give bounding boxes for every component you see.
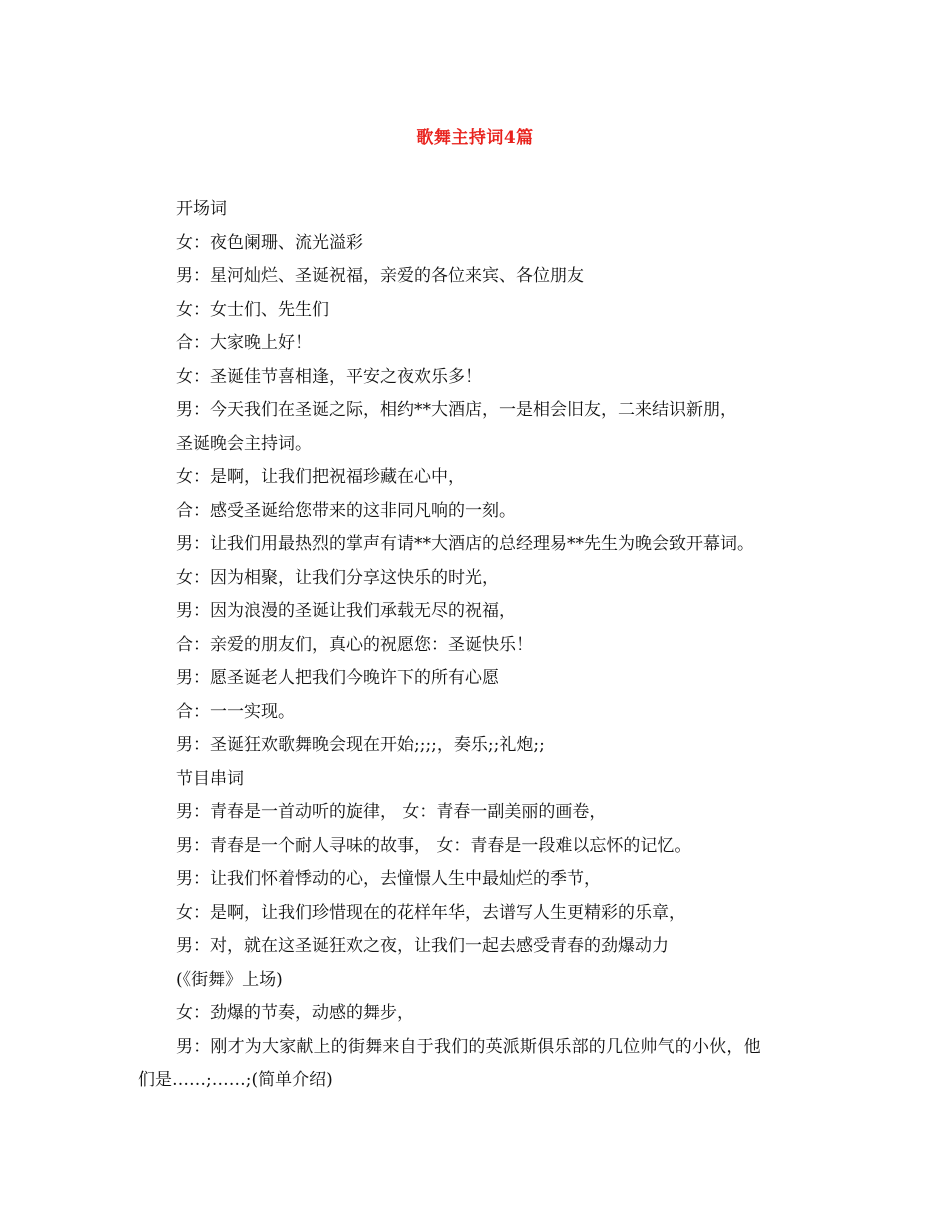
text-line: 男：让我们怀着悸动的心，去憧憬人生中最灿烂的季节， — [176, 869, 601, 889]
text-line: 合：感受圣诞给您带来的这非同凡响的一刻。 — [176, 500, 516, 521]
text-line: 女：因为相聚，让我们分享这快乐的时光， — [176, 567, 499, 588]
text-line: 女：圣诞佳节喜相逢，平安之夜欢乐多！ — [176, 366, 482, 387]
text-line: (《街舞》上场) — [176, 969, 283, 990]
text-line: 女：夜色阑珊、流光溢彩 — [176, 232, 363, 253]
text-line: 开场词 — [176, 199, 227, 219]
text-line: 合：一一实现。 — [176, 701, 295, 722]
text-line: 男：愿圣诞老人把我们今晚许下的所有心愿 — [176, 668, 499, 688]
text-line: 男：青春是一首动听的旋律， 女：青春一副美丽的画卷， — [176, 802, 607, 822]
text-line: 圣诞晚会主持词。 — [176, 433, 312, 454]
text-line: 男：因为浪漫的圣诞让我们承载无尽的祝福， — [176, 601, 516, 621]
text-line: 男：对，就在这圣诞狂欢之夜，让我们一起去感受青春的劲爆动力 — [176, 936, 669, 956]
text-line: 节目串词 — [176, 768, 244, 789]
text-line: 们是……;……;(简单介绍) — [138, 1070, 333, 1090]
text-line: 女：劲爆的节奏，动感的舞步， — [176, 1003, 414, 1023]
text-line: 女：是啊，让我们珍惜现在的花样年华，去谱写人生更精彩的乐章， — [176, 902, 686, 923]
text-line: 合：大家晚上好！ — [176, 333, 312, 353]
text-line: 男：刚才为大家献上的街舞来自于我们的英派斯俱乐部的几位帅气的小伙，他 — [176, 1036, 761, 1057]
text-line: 女：女士们、先生们 — [176, 299, 329, 320]
text-line: 男：圣诞狂欢歌舞晚会现在开始;;;;，奏乐;;礼炮;; — [176, 735, 545, 755]
text-line: 男：今天我们在圣诞之际，相约**大酒店，一是相会旧友，二来结识新朋， — [176, 400, 737, 420]
text-line: 女：是啊，让我们把祝福珍藏在心中， — [176, 467, 465, 487]
text-line: 男：让我们用最热烈的掌声有请**大酒店的总经理易**先生为晚会致开幕词。 — [176, 534, 754, 554]
text-line: 合：亲爱的朋友们，真心的祝愿您：圣诞快乐！ — [176, 634, 533, 655]
text-line: 男：青春是一个耐人寻味的故事， 女：青春是一段难以忘怀的记忆。 — [176, 835, 692, 856]
document-body — [138, 193, 828, 1098]
document-title: 歌舞主持词4篇 — [416, 128, 534, 148]
text-line: 男：星河灿烂、圣诞祝福，亲爱的各位来宾、各位朋友 — [176, 266, 584, 286]
